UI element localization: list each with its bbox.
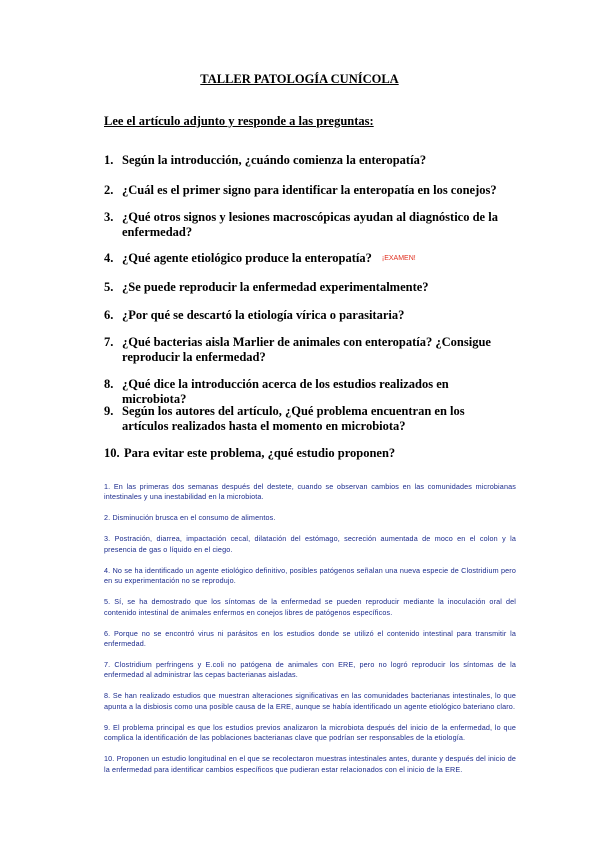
- question-9: [104, 404, 504, 434]
- answers-block: [104, 482, 516, 786]
- question-text: ¿Cuál es el primer signo para identificar la enteropatía en los conejos?: [122, 183, 497, 197]
- question-2: [104, 183, 504, 198]
- question-text: Para evitar este problema, ¿qué estudio proponen?: [124, 446, 396, 460]
- answer-2: 2. Disminución brusca en el consumo de alimentos.: [104, 513, 276, 523]
- question-number: 7.: [104, 335, 114, 349]
- question-7: [104, 335, 504, 365]
- answer-9: 9. El problema principal es que los estudios previos analizaron la microbiota después del inicio de la enfermedad, lo que complica la identificación de las poblaciones bacterianas clave que podrían ser responsables de la etiología.: [104, 722, 516, 743]
- question-number: 5.: [104, 280, 114, 294]
- question-number: 10.: [104, 446, 120, 460]
- answer-5: 5. Sí, se ha demostrado que los síntomas de la enfermedad se pueden reproducir mediante la inoculación oral del contenido intestinal de animales enfermos en conejos libres de patógenos específicos.: [104, 597, 516, 617]
- question-text: Según los autores del artículo, ¿Qué problema encuentran en los artículos realizados hasta el momento en microbiota?: [122, 404, 465, 433]
- document-title: TALLER PATOLOGÍA CUNÍCOLA: [200, 72, 399, 86]
- answer-6: 6. Porque no se encontró virus ni parásitos en los estudios donde se utilizó el contenido intestinal para transmitir la enfermedad.: [104, 628, 516, 649]
- question-number: 9.: [104, 404, 114, 418]
- question-number: 4.: [104, 251, 114, 265]
- question-number: 8.: [104, 377, 114, 391]
- answer-10: 10. Proponen un estudio longitudinal en el que se recolectaron muestras intestinales antes, durante y después del inicio de la enfermedad para identificar cambios específicos que pudieran estar relacionados con el inicio de la ERE.: [104, 754, 516, 774]
- question-3: [104, 210, 504, 240]
- question-text: ¿Por qué se descartó la etiología vírica o parasitaria?: [122, 308, 405, 322]
- answer-3: 3. Postración, diarrea, impactación cecal, dilatación del estómago, secreción aumentada de moco en el colon y la presencia de gas o líquido en el ciego.: [104, 534, 516, 554]
- question-number: 3.: [104, 210, 114, 224]
- question-text: ¿Qué agente etiológico produce la enteropatía?: [122, 251, 372, 265]
- question-4: [104, 251, 504, 266]
- question-5: [104, 280, 504, 295]
- question-8: [104, 377, 504, 407]
- question-text: ¿Qué bacterias aisla Marlier de animales con enteropatía? ¿Consigue reproducir la enfermedad?: [122, 335, 491, 364]
- answer-4: 4. No se ha identificado un agente etiológico definitivo, posibles patógenos señalan una nueva especie de Clostridium pero en su experimentación no se reprodujo.: [104, 565, 516, 586]
- exam-tag: ¡EXAMEN!: [381, 255, 416, 262]
- question-text: ¿Qué dice la introducción acerca de los estudios realizados en microbiota?: [122, 377, 449, 406]
- question-6: [104, 308, 504, 323]
- question-text: Según la introducción, ¿cuándo comienza la enteropatía?: [122, 153, 427, 167]
- question-text: ¿Qué otros signos y lesiones macroscópicas ayudan al diagnóstico de la enfermedad?: [122, 210, 498, 239]
- answer-7: 7. Clostridium perfringens y E.coli no patógena de animales con ERE, pero no logró reproducir los síntomas de la enfermedad al administrar las cepas bacterianas aisladas.: [104, 660, 516, 680]
- question-number: 2.: [104, 183, 114, 197]
- answer-8: 8. Se han realizado estudios que muestran alteraciones significativas en las comunidades bacterianas intestinales, lo que apunta a la disbiosis como una posible causa de la ERE, aunque se había identificado un agente etiológico bateriano claro.: [104, 691, 516, 711]
- question-1: [104, 153, 504, 168]
- question-text: ¿Se puede reproducir la enfermedad experimentalmente?: [122, 280, 429, 294]
- question-number: 6.: [104, 308, 114, 322]
- question-10: [104, 446, 504, 461]
- answer-1: 1. En las primeras dos semanas después del destete, cuando se observan cambios en las comunidades microbianas intestinales y una inestabilidad en la microbiota.: [104, 482, 516, 502]
- instructions-heading: Lee el artículo adjunto y responde a las preguntas:: [104, 114, 374, 128]
- question-number: 1.: [104, 153, 114, 167]
